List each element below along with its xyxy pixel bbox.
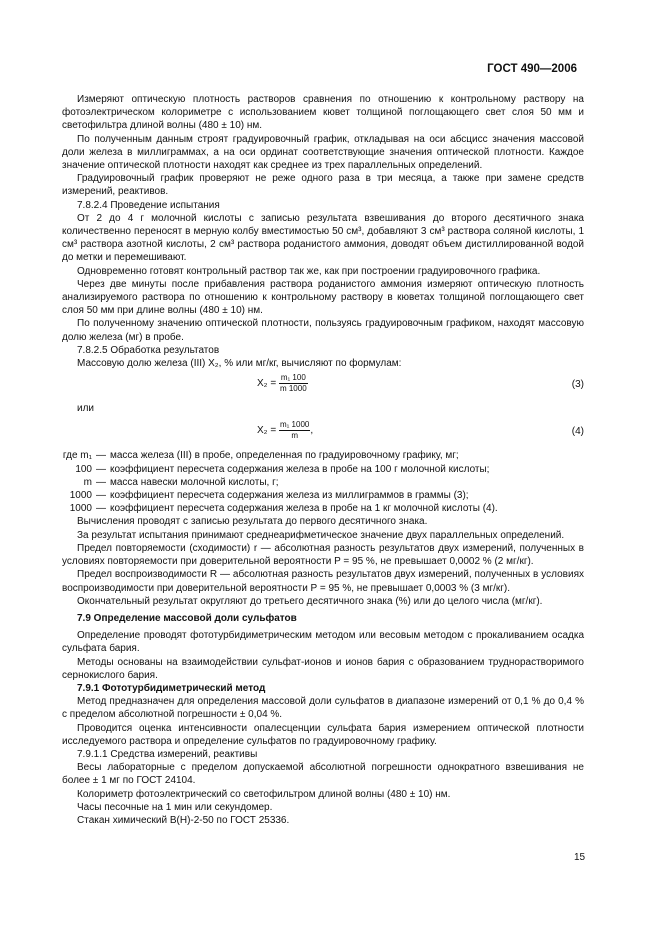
where-item: 1000 — коэффициент пересчета содержания железа из миллиграммов в граммы (3); <box>46 489 584 502</box>
fraction <box>279 373 308 394</box>
where-item: где m₁ — масса железа (III) в пробе, определенная по градуировочному графику, мг; <box>46 449 584 462</box>
section-heading-7-9-1-1: 7.9.1.1 Средства измерений, реактивы <box>77 748 258 760</box>
where-item: m — масса навески молочной кислоты, г; <box>46 476 584 489</box>
document-code: ГОСТ 490—2006 <box>487 63 577 75</box>
where-text: коэффициент пересчета содержания железа в пробе на 1 кг молочной кислоты (4). <box>110 503 498 515</box>
where-text: масса железа (III) в пробе, определенная по градуировочному графику, мг; <box>110 450 459 462</box>
fraction-numerator: m₁ 100 <box>280 373 306 383</box>
page-number: 15 <box>574 852 586 863</box>
formula-3 <box>62 370 584 400</box>
where-symbol: m <box>83 476 92 488</box>
where-symbol: 100 <box>75 463 92 475</box>
paragraph: Метод предназначен для определения массовой доли сульфатов в диапазоне измерений от 0,1 % до 0,4 % с пределом абсолютной погрешности ± 0,04 %. <box>62 696 584 721</box>
conjunction-text: или <box>77 403 95 415</box>
where-symbol: 1000 <box>69 503 92 515</box>
formula-suffix: , <box>310 425 314 437</box>
where-text: коэффициент пересчета содержания железа из миллиграммов в граммы (3); <box>110 490 469 502</box>
section-heading-7-9: 7.9 Определение массовой доли сульфатов <box>77 612 297 624</box>
section-heading-7-8-2-4: 7.8.2.4 Проведение испытания <box>77 199 220 211</box>
formula-lhs: X₂ = <box>257 425 277 437</box>
section-heading-7-8-2-5: 7.8.2.5 Обработка результатов <box>77 344 220 356</box>
formula-lhs: X₂ = <box>257 378 277 390</box>
paragraph: Весы лабораторные с пределом допускаемой абсолютной погрешности однократного взвешивания не более ± 1 мг по ГОСТ 24104. <box>62 762 584 787</box>
fraction-denominator: m <box>291 431 298 441</box>
paragraph: За результат испытания принимают среднеарифметическое значение двух параллельных определений. <box>77 529 565 541</box>
page-content <box>62 93 584 827</box>
paragraph: Колориметр фотоэлектрический со светофильтром длиной волны (480 ± 10) нм. <box>77 788 451 800</box>
paragraph: Одновременно готовят контрольный раствор так же, как при построении градуировочного графика. <box>77 265 541 277</box>
paragraph: Предел повторяемости (сходимости) r — абсолютная разность результатов двух измерений, полученных в условиях повторяемости при доверительной вероятности P = 95 %, не превышает 0,0002 % (2 мг/кг). <box>62 542 584 568</box>
where-list <box>46 449 584 515</box>
paragraph: Предел воспроизводимости R — абсолютная разность результатов двух измерений, полученных в условиях воспроизводимости при доверительной вероятности P = 95 %, не превышает 0,0003 % (3 мг/кг). <box>62 569 584 594</box>
where-text: коэффициент пересчета содержания железа в пробе на 100 г молочной кислоты; <box>110 463 490 475</box>
formula-number: (3) <box>571 379 584 391</box>
formula-4 <box>62 417 584 447</box>
where-item: 100 — коэффициент пересчета содержания железа в пробе на 100 г молочной кислоты; <box>46 463 584 476</box>
fraction-denominator: m 1000 <box>279 384 307 394</box>
where-symbol: где m₁ <box>62 450 92 462</box>
section-heading-7-9-1: 7.9.1 Фототурбидиметрический метод <box>77 682 266 694</box>
paragraph: Измеряют оптическую плотность растворов сравнения по отношению к контрольному раствору на фотоэлектрическом колориметре с использованием кювет толщиной поглощающего свет слоя 50 мм и светофильтра длиной волны (480 ± 10) нм. <box>62 94 584 132</box>
formula-number: (4) <box>571 426 584 438</box>
where-text: масса навески молочной кислоты, г; <box>110 476 279 488</box>
paragraph: Определение проводят фототурбидиметрическим методом или весовым методом с прокаливанием осадка сульфата бария. <box>62 630 584 655</box>
where-item: 1000 — коэффициент пересчета содержания железа в пробе на 1 кг молочной кислоты (4). <box>46 502 584 515</box>
paragraph: Вычисления проводят с записью результата до первого десятичного знака. <box>77 516 428 528</box>
paragraph: По полученным данным строят градуировочный график, откладывая на оси абсцисс значения массовой доли железа в миллиграммах, а на оси ординат соответствующие значения оптической плотности. Каждое значение оптической плотности находят как среднее из трех параллельных определений. <box>62 133 584 172</box>
paragraph: По полученному значению оптической плотности, пользуясь градуировочным графиком, находят массовую долю железа (мг) в пробе. <box>62 318 584 343</box>
paragraph: Окончательный результат округляют до третьего десятичного знака (%) или до целого числа (мг/кг). <box>77 595 543 607</box>
paragraph: Стакан химический В(Н)-2-50 по ГОСТ 25336. <box>77 814 290 826</box>
paragraph: Методы основаны на взаимодействии сульфат-ионов и ионов бария с образованием труднорастворимого сернокислого бария. <box>62 656 584 681</box>
fraction <box>279 420 310 441</box>
fraction-numerator: m₁ 1000 <box>279 420 310 430</box>
paragraph: Проводится оценка интенсивности опалесценции сульфата бария измерением оптической плотности исследуемого раствора и определение сульфатов по градуировочному графику. <box>62 722 584 747</box>
paragraph: Через две минуты после прибавления раствора роданистого аммония измеряют оптическую плотность анализируемого раствора по отношению к контрольному раствору в кюветах толщиной поглощающего свет слоя 50 мм при длине волны (480 ± 10) нм. <box>62 278 584 317</box>
paragraph: От 2 до 4 г молочной кислоты с записью результата взвешивания до второго десятичного знака количественно переносят в мерную колбу вместимостью 50 см³, добавляют 3 см³ раствора соляной кислоты, 1 см³ раствора азотной кислоты, 2 см³ раствора роданистого аммония, доводят объем дистиллированной водой до метки и перемешивают. <box>62 212 584 264</box>
paragraph: Градуировочный график проверяют не реже одного раза в три месяца, а также при замене средств измерений, реактивов. <box>62 173 584 198</box>
paragraph: Часы песочные на 1 мин или секундомер. <box>77 801 273 813</box>
paragraph: Массовую долю железа (III) X₂, % или мг/кг, вычисляют по формулам: <box>77 358 402 370</box>
where-symbol: 1000 <box>69 490 92 502</box>
